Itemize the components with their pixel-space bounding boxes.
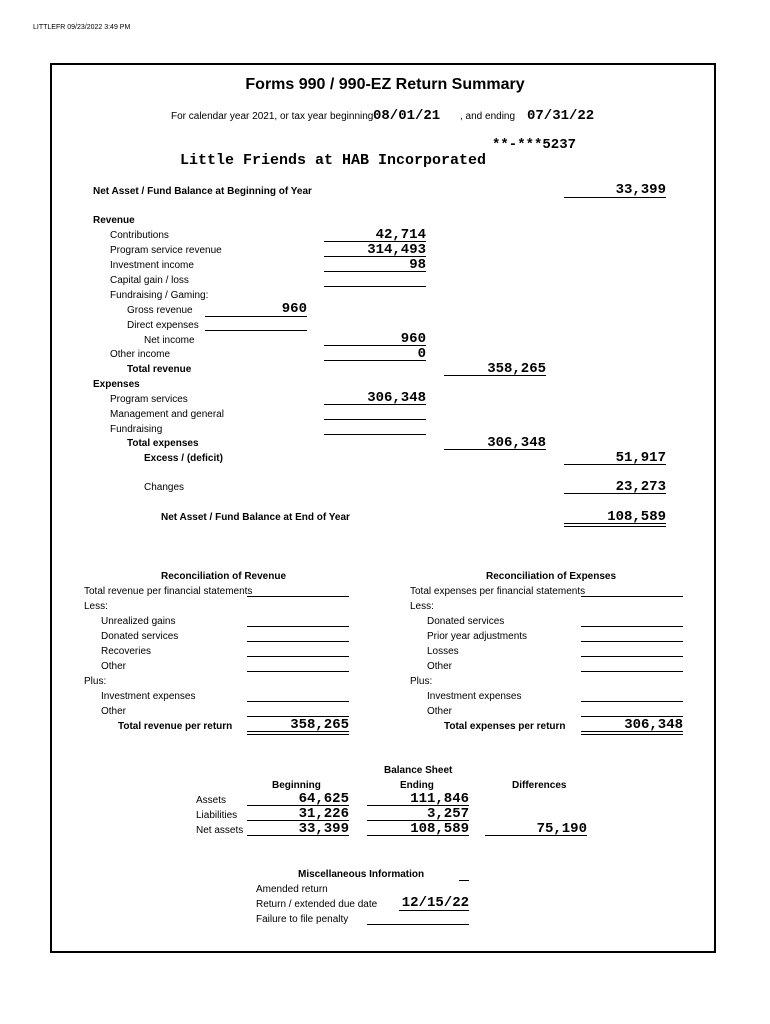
net-income-value: 960 <box>400 331 426 347</box>
bs-row-label: Net assets <box>196 825 244 836</box>
print-stamp: LITTLEFR 09/23/2022 3:49 PM <box>33 24 131 31</box>
bs-beginning-value: 33,399 <box>298 821 349 837</box>
bs-ending-value: 108,589 <box>410 821 469 837</box>
penalty-label: Failure to file penalty <box>256 914 349 925</box>
recon-revenue-plus-item: Other <box>101 706 127 717</box>
col-differences: Differences <box>512 780 567 791</box>
recon-expenses-plus-item: Other <box>427 706 453 717</box>
investment-income-value: 98 <box>409 257 426 273</box>
period-prefix: For calendar year 2021, or tax year beginning <box>171 111 374 122</box>
recon-expenses-less-item: Losses <box>427 646 459 657</box>
period-begin: 08/01/21 <box>373 108 441 124</box>
changes-label: Changes <box>144 482 185 493</box>
beginning-balance-value: 33,399 <box>615 182 666 198</box>
gross-revenue-value: 960 <box>281 301 307 317</box>
recon-revenue-less-item: Donated services <box>101 631 179 642</box>
page-title: Forms 990 / 990-EZ Return Summary <box>245 76 525 93</box>
recon-revenue-less: Less: <box>84 601 108 612</box>
recon-revenue-total-label: Total revenue per return <box>118 721 233 732</box>
misc-heading: Miscellaneous Information <box>298 869 425 880</box>
program-service-revenue-label: Program service revenue <box>110 245 222 256</box>
ein: **-***5237 <box>492 137 577 153</box>
fundraising-gaming-label: Fundraising / Gaming: <box>110 290 209 301</box>
total-expenses-label: Total expenses <box>127 438 199 449</box>
recon-revenue-per-statements: Total revenue per financial statements <box>84 586 253 597</box>
bs-beginning-value: 64,625 <box>298 791 349 807</box>
recon-revenue-plus-item: Investment expenses <box>101 691 196 702</box>
total-revenue-label: Total revenue <box>127 364 192 375</box>
recon-expenses-per-statements: Total expenses per financial statements <box>410 586 586 597</box>
recon-revenue-less-item: Recoveries <box>101 646 152 657</box>
recon-expenses-less: Less: <box>410 601 434 612</box>
net-income-label: Net income <box>144 335 195 346</box>
total-revenue-value: 358,265 <box>487 361 546 377</box>
organization-name: Little Friends at HAB Incorporated <box>180 152 487 169</box>
balance-sheet-heading: Balance Sheet <box>384 765 453 776</box>
beginning-balance-label: Net Asset / Fund Balance at Beginning of Year <box>93 186 312 197</box>
col-ending: Ending <box>400 780 434 791</box>
bs-row-label: Liabilities <box>196 810 238 821</box>
recon-revenue-plus: Plus: <box>84 676 107 687</box>
col-beginning: Beginning <box>272 780 321 791</box>
recon-expenses-heading: Reconciliation of Expenses <box>486 571 617 582</box>
recon-expenses-plus-item: Investment expenses <box>427 691 522 702</box>
recon-expenses-total-label: Total expenses per return <box>444 721 566 732</box>
changes-value: 23,273 <box>615 479 666 495</box>
recon-revenue-less-item: Unrealized gains <box>101 616 176 627</box>
capital-gain-label: Capital gain / loss <box>110 275 189 286</box>
contributions-value: 42,714 <box>375 227 426 243</box>
due-date-value: 12/15/22 <box>401 895 469 911</box>
bs-difference-value: 75,190 <box>536 821 587 837</box>
recon-expenses-total-value: 306,348 <box>624 717 683 733</box>
direct-expenses-label: Direct expenses <box>127 320 199 331</box>
recon-expenses-plus: Plus: <box>410 676 433 687</box>
fundraising-expense-label: Fundraising <box>110 424 163 435</box>
program-services-label: Program services <box>110 394 188 405</box>
excess-deficit-value: 51,917 <box>615 450 666 466</box>
ending-balance-label: Net Asset / Fund Balance at End of Year <box>161 512 350 523</box>
excess-deficit-label: Excess / (deficit) <box>144 453 223 464</box>
recon-expenses-less-item: Prior year adjustments <box>427 631 528 642</box>
bs-ending-value: 111,846 <box>410 791 469 807</box>
period-end: 07/31/22 <box>527 108 595 124</box>
total-expenses-value: 306,348 <box>487 435 546 451</box>
other-income-value: 0 <box>417 346 426 362</box>
period-middle: , and ending <box>460 111 516 122</box>
program-services-value: 306,348 <box>367 390 426 406</box>
management-general-label: Management and general <box>110 409 224 420</box>
recon-revenue-heading: Reconciliation of Revenue <box>161 571 287 582</box>
amended-return-label: Amended return <box>256 884 328 895</box>
bs-ending-value: 3,257 <box>426 806 469 822</box>
revenue-heading: Revenue <box>93 215 135 226</box>
investment-income-label: Investment income <box>110 260 194 271</box>
recon-expenses-less-item: Other <box>427 661 453 672</box>
due-date-label: Return / extended due date <box>256 899 378 910</box>
expenses-heading: Expenses <box>93 379 140 390</box>
bs-row-label: Assets <box>196 795 227 806</box>
recon-revenue-less-item: Other <box>101 661 127 672</box>
bs-beginning-value: 31,226 <box>298 806 349 822</box>
recon-expenses-less-item: Donated services <box>427 616 505 627</box>
gross-revenue-label: Gross revenue <box>127 305 193 316</box>
ending-balance-value: 108,589 <box>607 509 666 525</box>
recon-revenue-total-value: 358,265 <box>290 717 349 733</box>
contributions-label: Contributions <box>110 230 169 241</box>
program-service-revenue-value: 314,493 <box>367 242 426 258</box>
other-income-label: Other income <box>110 349 171 360</box>
